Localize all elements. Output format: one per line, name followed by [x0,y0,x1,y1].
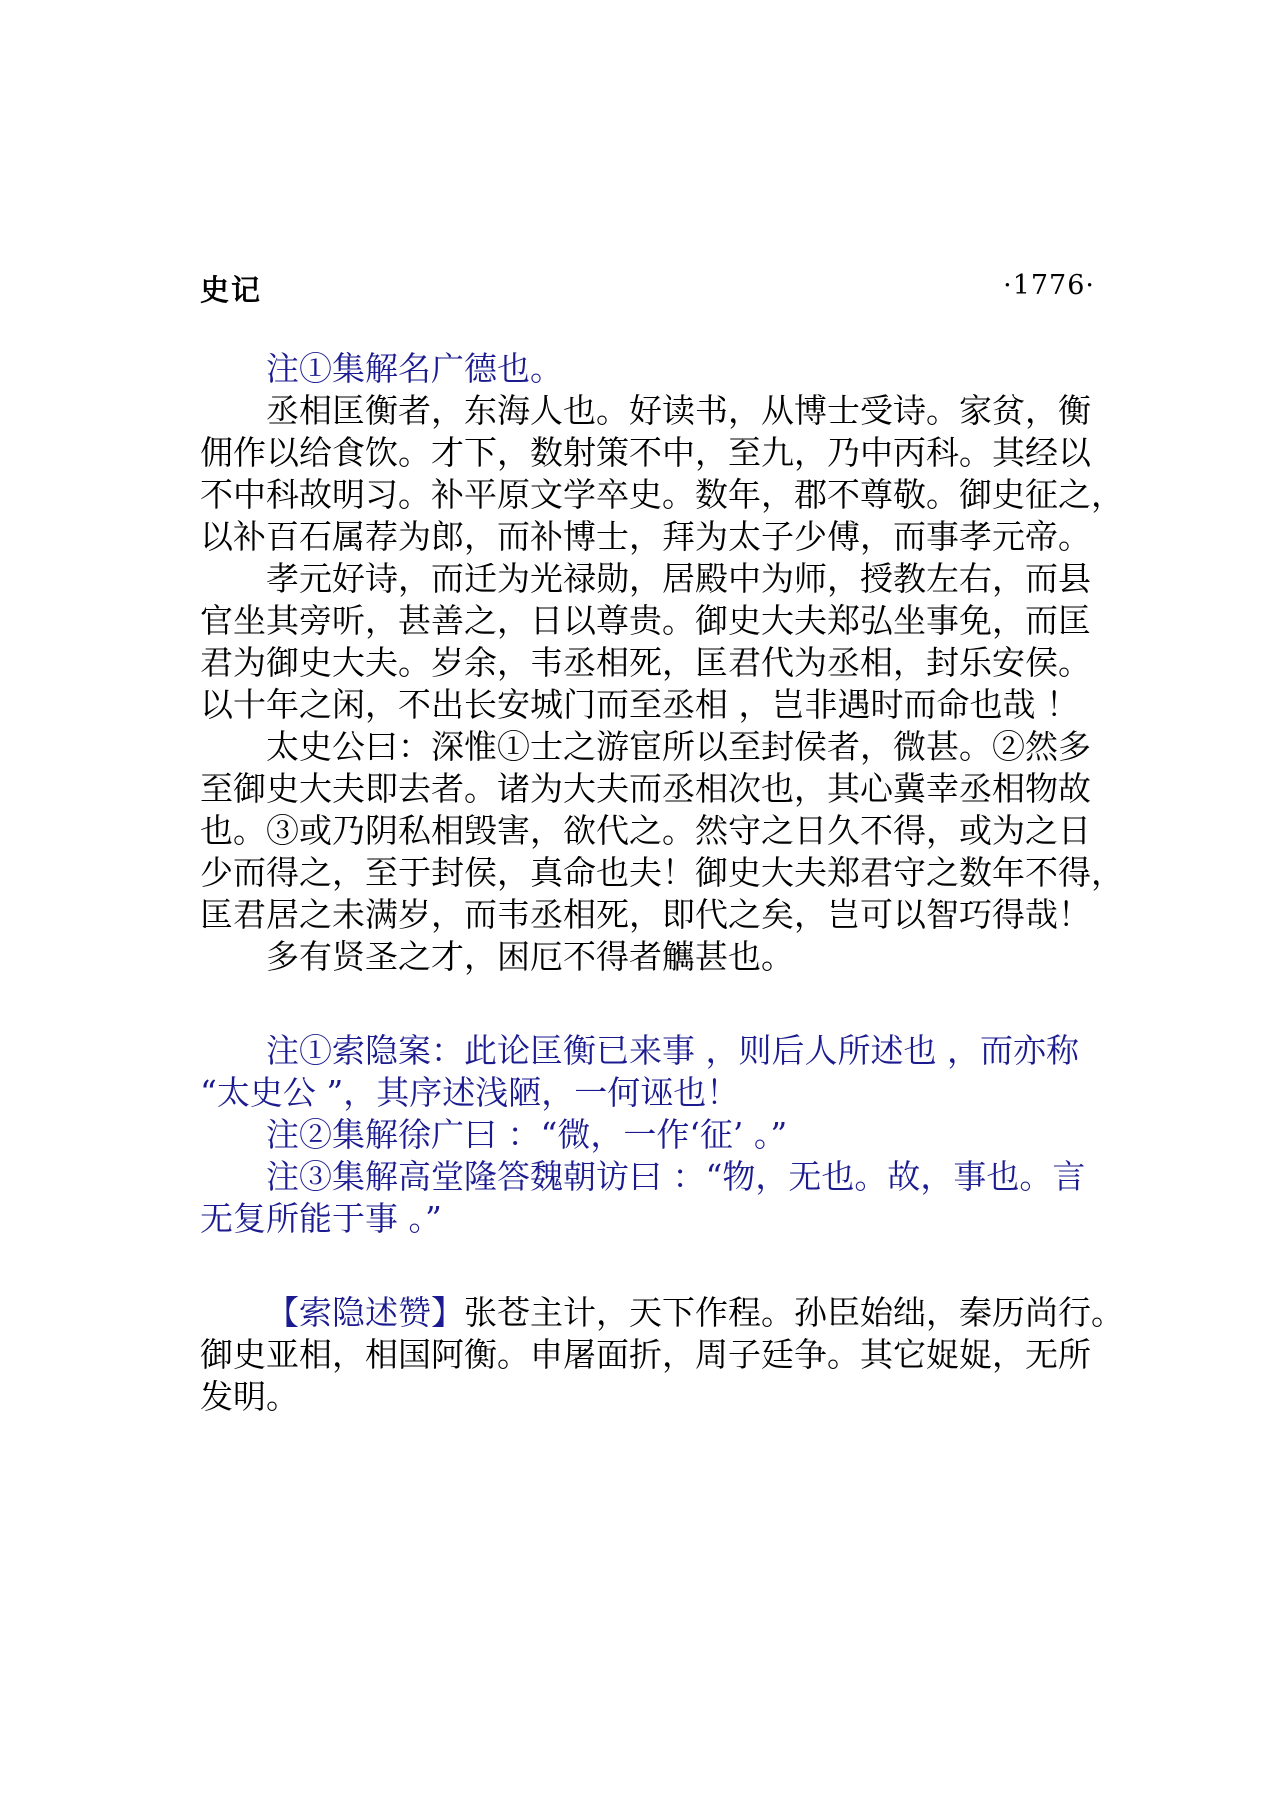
text-line: 至御史大夫即去者。诸为大夫而丞相次也，其心冀幸丞相物故 [200,769,1091,808]
text-line: 也。③或乃阴私相毁害，欲代之。然守之日久不得，或为之日 [200,811,1091,850]
paragraph-kuang-heng [200,390,1124,558]
note-line: “太史公 ”，其序述浅陋，一何诬也！ [200,1073,740,1112]
note-line: 注②集解徐广曰 ：“微，一作‘征’ 。” [266,1115,788,1154]
text-line: 官坐其旁听，甚善之，日以尊贵。御史大夫郑弘坐事免，而匡 [200,601,1091,640]
notes-block [200,1030,1095,1240]
text-line: 少而得之，至于封侯，真命也夫！御史大夫郑君守之数年不得， [200,853,1124,892]
text-line: 丞相匡衡者，东海人也。好读书，从博士受诗。家贫，衡 [266,391,1091,430]
paragraph-taishigong [200,726,1124,936]
note-line: 注①集解名广德也。 [266,349,563,388]
text-line: 以十年之闲，不出长安城门而至丞相 ，岂非遇时而命也哉 ！ [200,685,1079,724]
page-header [200,268,1095,308]
text-line: 多有贤圣之才，困厄不得者觽甚也。 [266,937,794,976]
note-line: 无复所能于事 。” [200,1199,442,1238]
text-line: 君为御史大夫。岁余，韦丞相死，匡君代为丞相，封乐安侯。 [200,643,1091,682]
text-line: 孝元好诗，而迁为光禄勋，居殿中为师，授教左右，而县 [266,559,1091,598]
text-line: 不中科故明习。补平原文学卒史。数年，郡不尊敬。御史征之， [200,475,1124,514]
zan-block [200,1292,1124,1418]
paragraph-duoyou [200,936,1095,978]
text-line: 匡君居之未满岁，而韦丞相死，即代之矣，岂可以智巧得哉！ [200,895,1091,934]
text-line: 以补百石属荐为郎，而补博士，拜为太子少傅，而事孝元帝。 [200,517,1091,556]
paragraph-xiaoyuan [200,558,1095,726]
book-title: 史记 [200,273,263,307]
text-line: 佣作以给食饮。才下，数射策不中，至九，乃中丙科。其经以 [200,433,1091,472]
note-1-block [200,348,1095,390]
note-line: 注③集解高堂隆答魏朝访曰 ：“物，无也。故，事也。言 [266,1157,1086,1196]
zan-text: 张苍主计，天下作程。孙臣始绌，秦历尚行。 [464,1293,1124,1332]
page-number: ·1776· [1003,270,1095,301]
text-line: 太史公曰：深惟①士之游宦所以至封侯者，微甚。②然多 [266,727,1091,766]
text-line [200,1292,1124,1334]
text-line: 发明。 [200,1377,299,1416]
text-line: 御史亚相，相国阿衡。申屠面折，周子廷争。其它娖娖，无所 [200,1335,1091,1374]
zan-title: 【索隐述赞】 [266,1293,464,1332]
note-line: 注①索隐案：此论匡衡已来事 ，则后人所述也 ，而亦称 [266,1031,1079,1070]
